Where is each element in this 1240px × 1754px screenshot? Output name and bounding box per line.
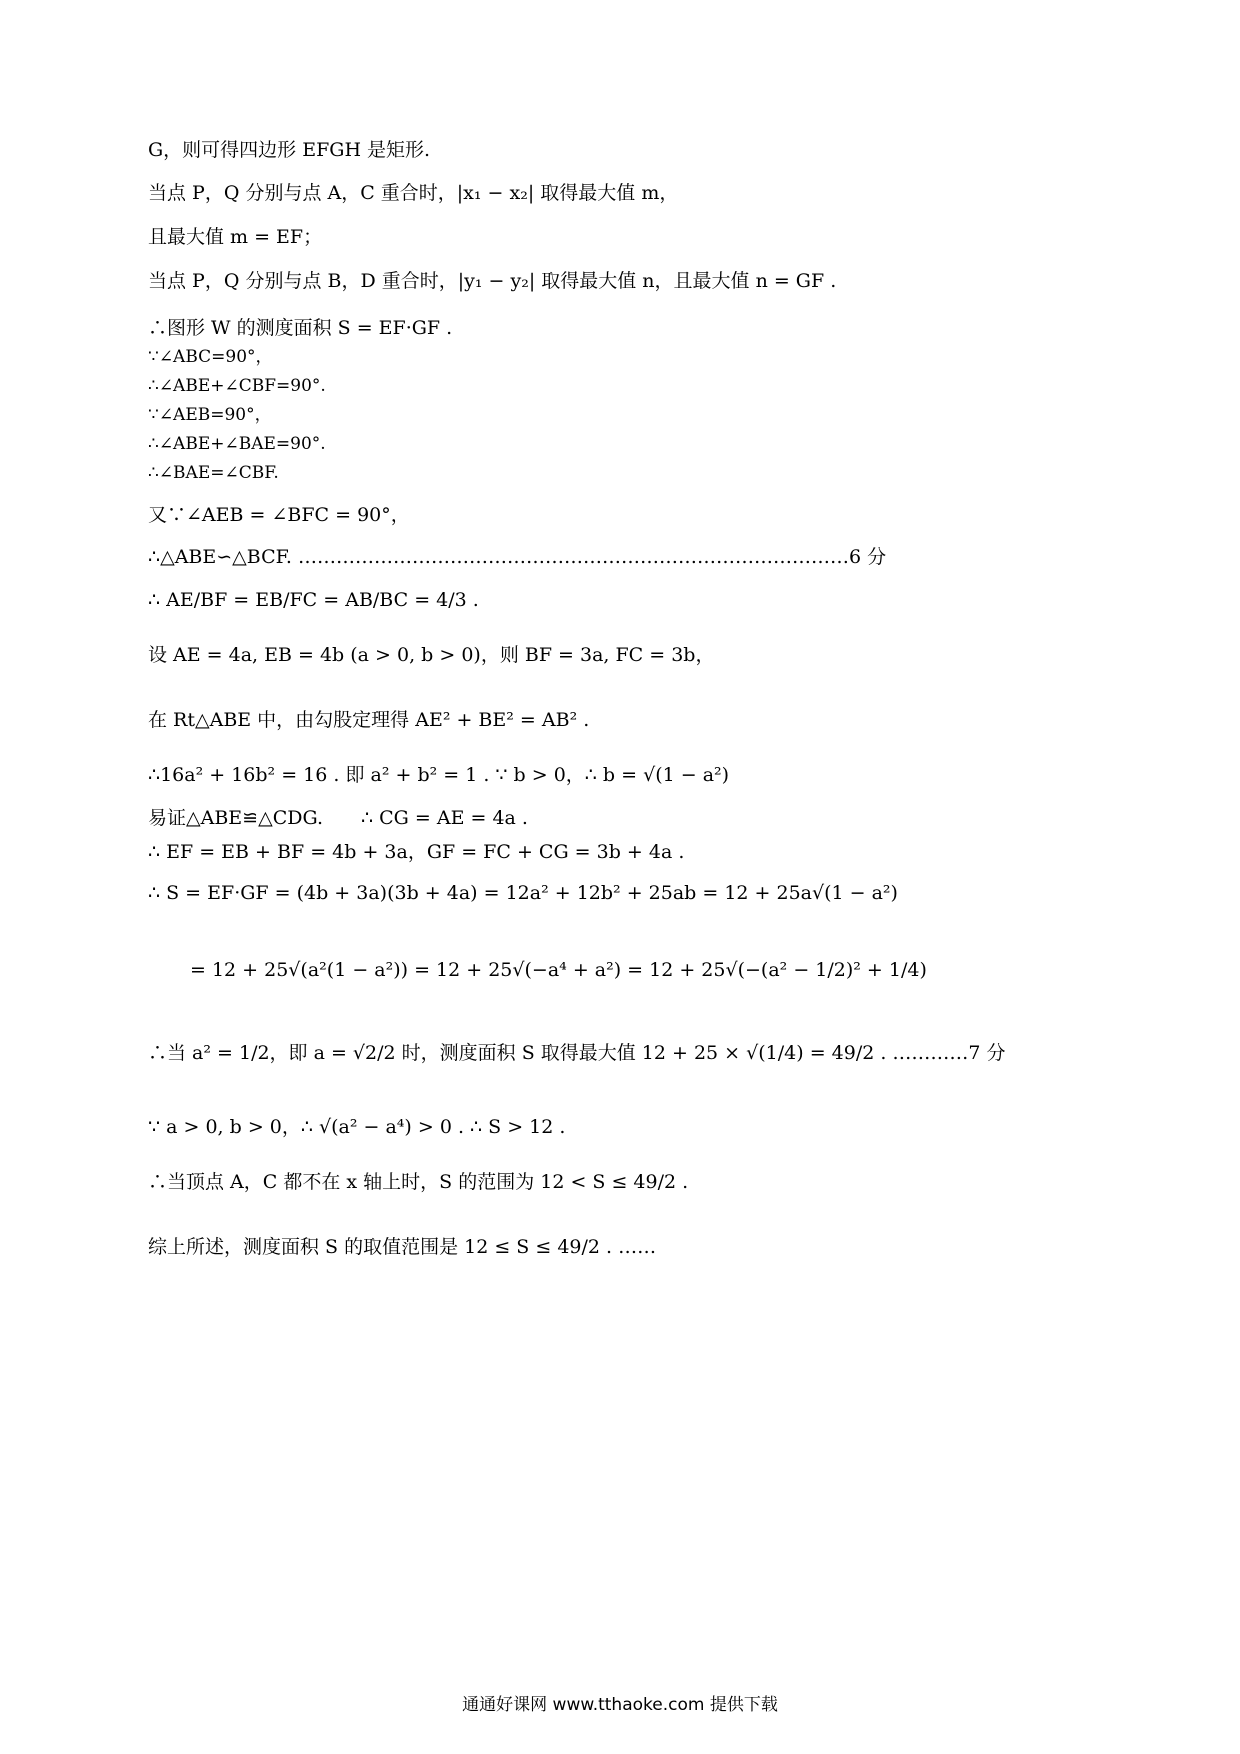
text-line: ∵∠ABC=90°， [148, 347, 273, 367]
text-line: ∴16a² + 16b² = 16 . 即 a² + b² = 1 . ∵ b > 0，∴ b = √(1 − a²) [148, 764, 730, 786]
text-line: 又∵∠AEB = ∠BFC = 90°， [148, 504, 410, 526]
text-line: ∴∠ABE+∠CBF=90°. [148, 376, 326, 396]
text-line: G，则可得四边形 EFGH 是矩形. [148, 139, 431, 161]
text-line: ∴∠ABE+∠BAE=90°. [148, 434, 326, 454]
text-line: 且最大值 m = EF； [148, 226, 323, 248]
text-line: = 12 + 25√(a²(1 − a²)) = 12 + 25√(−a⁴ + a²) = 12 + 25√(−(a² − 1/2)² + 1/4) [190, 959, 927, 981]
text-line: ∴ EF = EB + BF = 4b + 3a，GF = FC + CG = 3b + 4a . [148, 841, 685, 863]
text-line: 设 AE = 4a, EB = 4b (a > 0, b > 0)，则 BF = 3a, FC = 3b， [148, 644, 715, 666]
text-line: 综上所述，测度面积 S 的取值范围是 12 ≤ S ≤ 49/2 . …… [148, 1236, 657, 1258]
text-line: ∵ a > 0, b > 0，∴ √(a² − a⁴) > 0 . ∴ S > 12 . [148, 1116, 566, 1138]
text-line: ∵∠AEB=90°， [148, 405, 272, 425]
text-line: ∴ AE/BF = EB/FC = AB/BC = 4/3 . [148, 589, 479, 611]
text-line: 当点 P，Q 分别与点 B，D 重合时，|y₁ − y₂| 取得最大值 n，且最大值 n = GF . [148, 270, 837, 292]
text-line: 当点 P，Q 分别与点 A，C 重合时，|x₁ − x₂| 取得最大值 m， [148, 182, 679, 204]
text-line: 在 Rt△ABE 中，由勾股定理得 AE² + BE² = AB² . [148, 709, 590, 731]
text-line: 易证△ABE≌△CDG. ∴ CG = AE = 4a . [148, 807, 528, 829]
page-footer: 通通好课网 www.tthaoke.com 提供下载 [462, 1695, 778, 1715]
text-line: ∴ S = EF·GF = (4b + 3a)(3b + 4a) = 12a² + 12b² + 25ab = 12 + 25a√(1 − a²) [148, 882, 898, 904]
text-line: ∴当 a² = 1/2，即 a = √2/2 时，测度面积 S 取得最大值 12 + 25 × √(1/4) = 49/2 . …………7 分 [148, 1042, 1006, 1064]
text-line: ∴∠BAE=∠CBF. [148, 463, 279, 483]
text-line: ∴图形 W 的测度面积 S = EF·GF . [148, 317, 453, 339]
text-line: ∴△ABE∽△BCF. ……………………………………………………………………………6 分 [148, 546, 887, 568]
text-line: ∴当顶点 A，C 都不在 x 轴上时，S 的范围为 12 < S ≤ 49/2 . [148, 1171, 689, 1193]
